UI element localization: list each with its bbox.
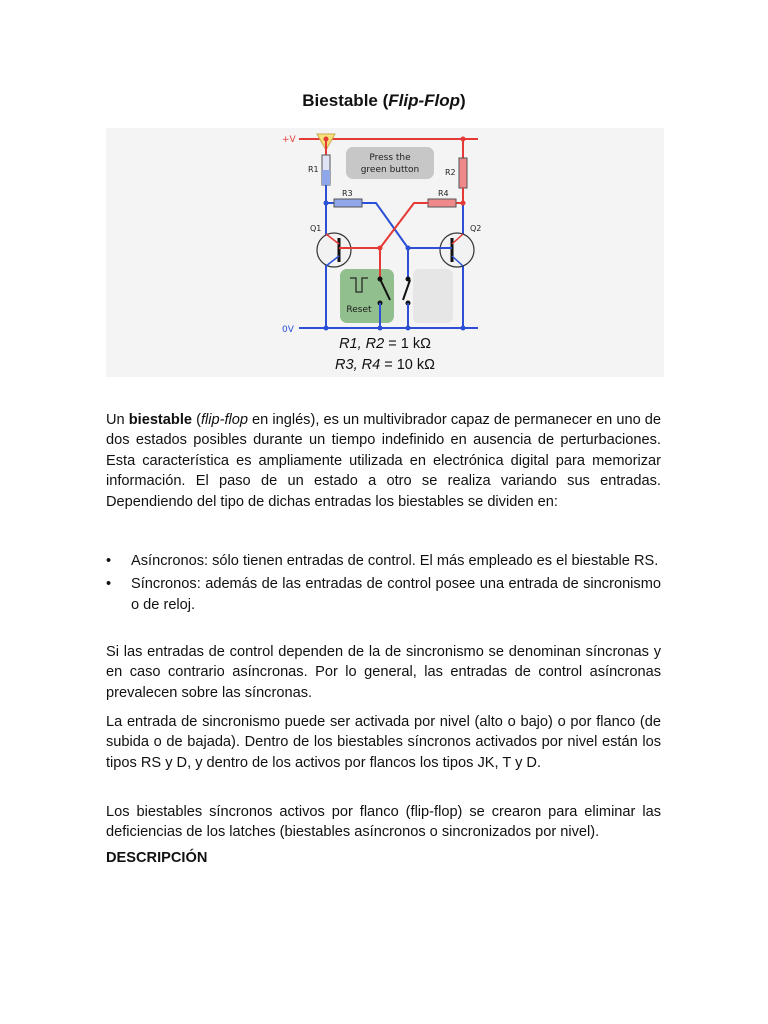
list-item xyxy=(106,574,661,615)
paragraph-sync-inputs: Si las entradas de control dependen de la de sincronismo se denominan síncronas y en caso contrario asíncronas. Por lo general, las entradas de control asíncronas prevalecen sobre las síncronas. xyxy=(106,644,661,701)
p1-open: ( xyxy=(192,412,201,428)
press-label-line2: green button xyxy=(360,165,420,175)
ghost-button xyxy=(413,269,453,323)
p1-italic: flip-flop xyxy=(200,412,248,428)
title-suffix: ) xyxy=(460,91,466,110)
list-item-text: Síncronos: además de las entradas de control posee una entrada de sincronismo o de reloj. xyxy=(131,576,661,613)
resistor-r3 xyxy=(334,199,362,207)
transistor-q1 xyxy=(317,233,351,267)
p1-bold: biestable xyxy=(128,412,192,428)
title-italic: Flip-Flop xyxy=(388,91,461,110)
transistor-q2 xyxy=(440,233,474,267)
caption2-rest: = 10 kΩ xyxy=(380,357,435,373)
bullet-icon: • xyxy=(106,576,112,593)
junction xyxy=(324,326,329,331)
section-heading: DESCRIPCIÓN xyxy=(106,850,208,866)
list-item-text: Asíncronos: sólo tienen entradas de control. El más empleado es el biestable RS. xyxy=(131,553,659,569)
circuit-diagram xyxy=(106,128,664,338)
label-r2: R2 xyxy=(445,168,456,177)
resistor-r2 xyxy=(459,158,467,188)
document-title xyxy=(0,91,768,111)
reset-label: Reset xyxy=(346,305,372,315)
label-r3: R3 xyxy=(342,189,353,198)
junction xyxy=(461,326,466,331)
bullet-list xyxy=(106,551,661,618)
p1-rest: en inglés), es un multivibrador capaz de permanecer en uno de dos estados posibles durante un tiempo indefinido en ausencia de perturbaciones. Esta característica es ampliamente utilizada en electrónica digital para memorizar información. El paso de un estado a otro se realiza variando sus entradas. Dependiendo del tipo de dichas entradas los biestables se dividen en: xyxy=(106,412,662,510)
label-q2: Q2 xyxy=(470,224,482,233)
junction xyxy=(406,326,411,331)
caption2-italic: R3, R4 xyxy=(335,357,381,373)
paragraph-edge-triggered: Los biestables síncronos activos por flanco (flip-flop) se crearon para eliminar las deficiencias de los latches (biestables asíncronos o sincronizados por nivel). xyxy=(106,804,661,841)
circuit-figure xyxy=(106,128,664,377)
label-r4: R4 xyxy=(438,189,449,198)
figure-caption-r3-r4 xyxy=(106,357,664,373)
press-label-line1: Press the xyxy=(369,153,411,163)
figure-caption-r1-r2 xyxy=(106,336,664,352)
paragraph-sync-activation: La entrada de sincronismo puede ser activada por nivel (alto o bajo) o por flanco (de subida o de bajada). Dentro de los biestables síncronos activados por nivel están los tipos RS y D, y dentro de los activos por flancos los tipos JK, T y D. xyxy=(106,714,661,771)
switch-s2 xyxy=(403,280,410,300)
intro-paragraph xyxy=(106,410,661,512)
p1-lead: Un xyxy=(106,412,129,428)
title-prefix: Biestable ( xyxy=(302,91,389,110)
bullet-icon: • xyxy=(106,553,112,569)
label-q1: Q1 xyxy=(310,224,322,233)
label-r1: R1 xyxy=(308,165,319,174)
list-item xyxy=(106,551,661,571)
label-plus-v: +V xyxy=(282,135,296,145)
caption1-italic: R1, R2 xyxy=(339,336,385,352)
resistor-r1-fill xyxy=(322,170,330,185)
caption1-rest: = 1 kΩ xyxy=(384,336,431,352)
resistor-r4 xyxy=(428,199,456,207)
junction xyxy=(378,326,383,331)
label-zero-v: 0V xyxy=(282,325,294,335)
